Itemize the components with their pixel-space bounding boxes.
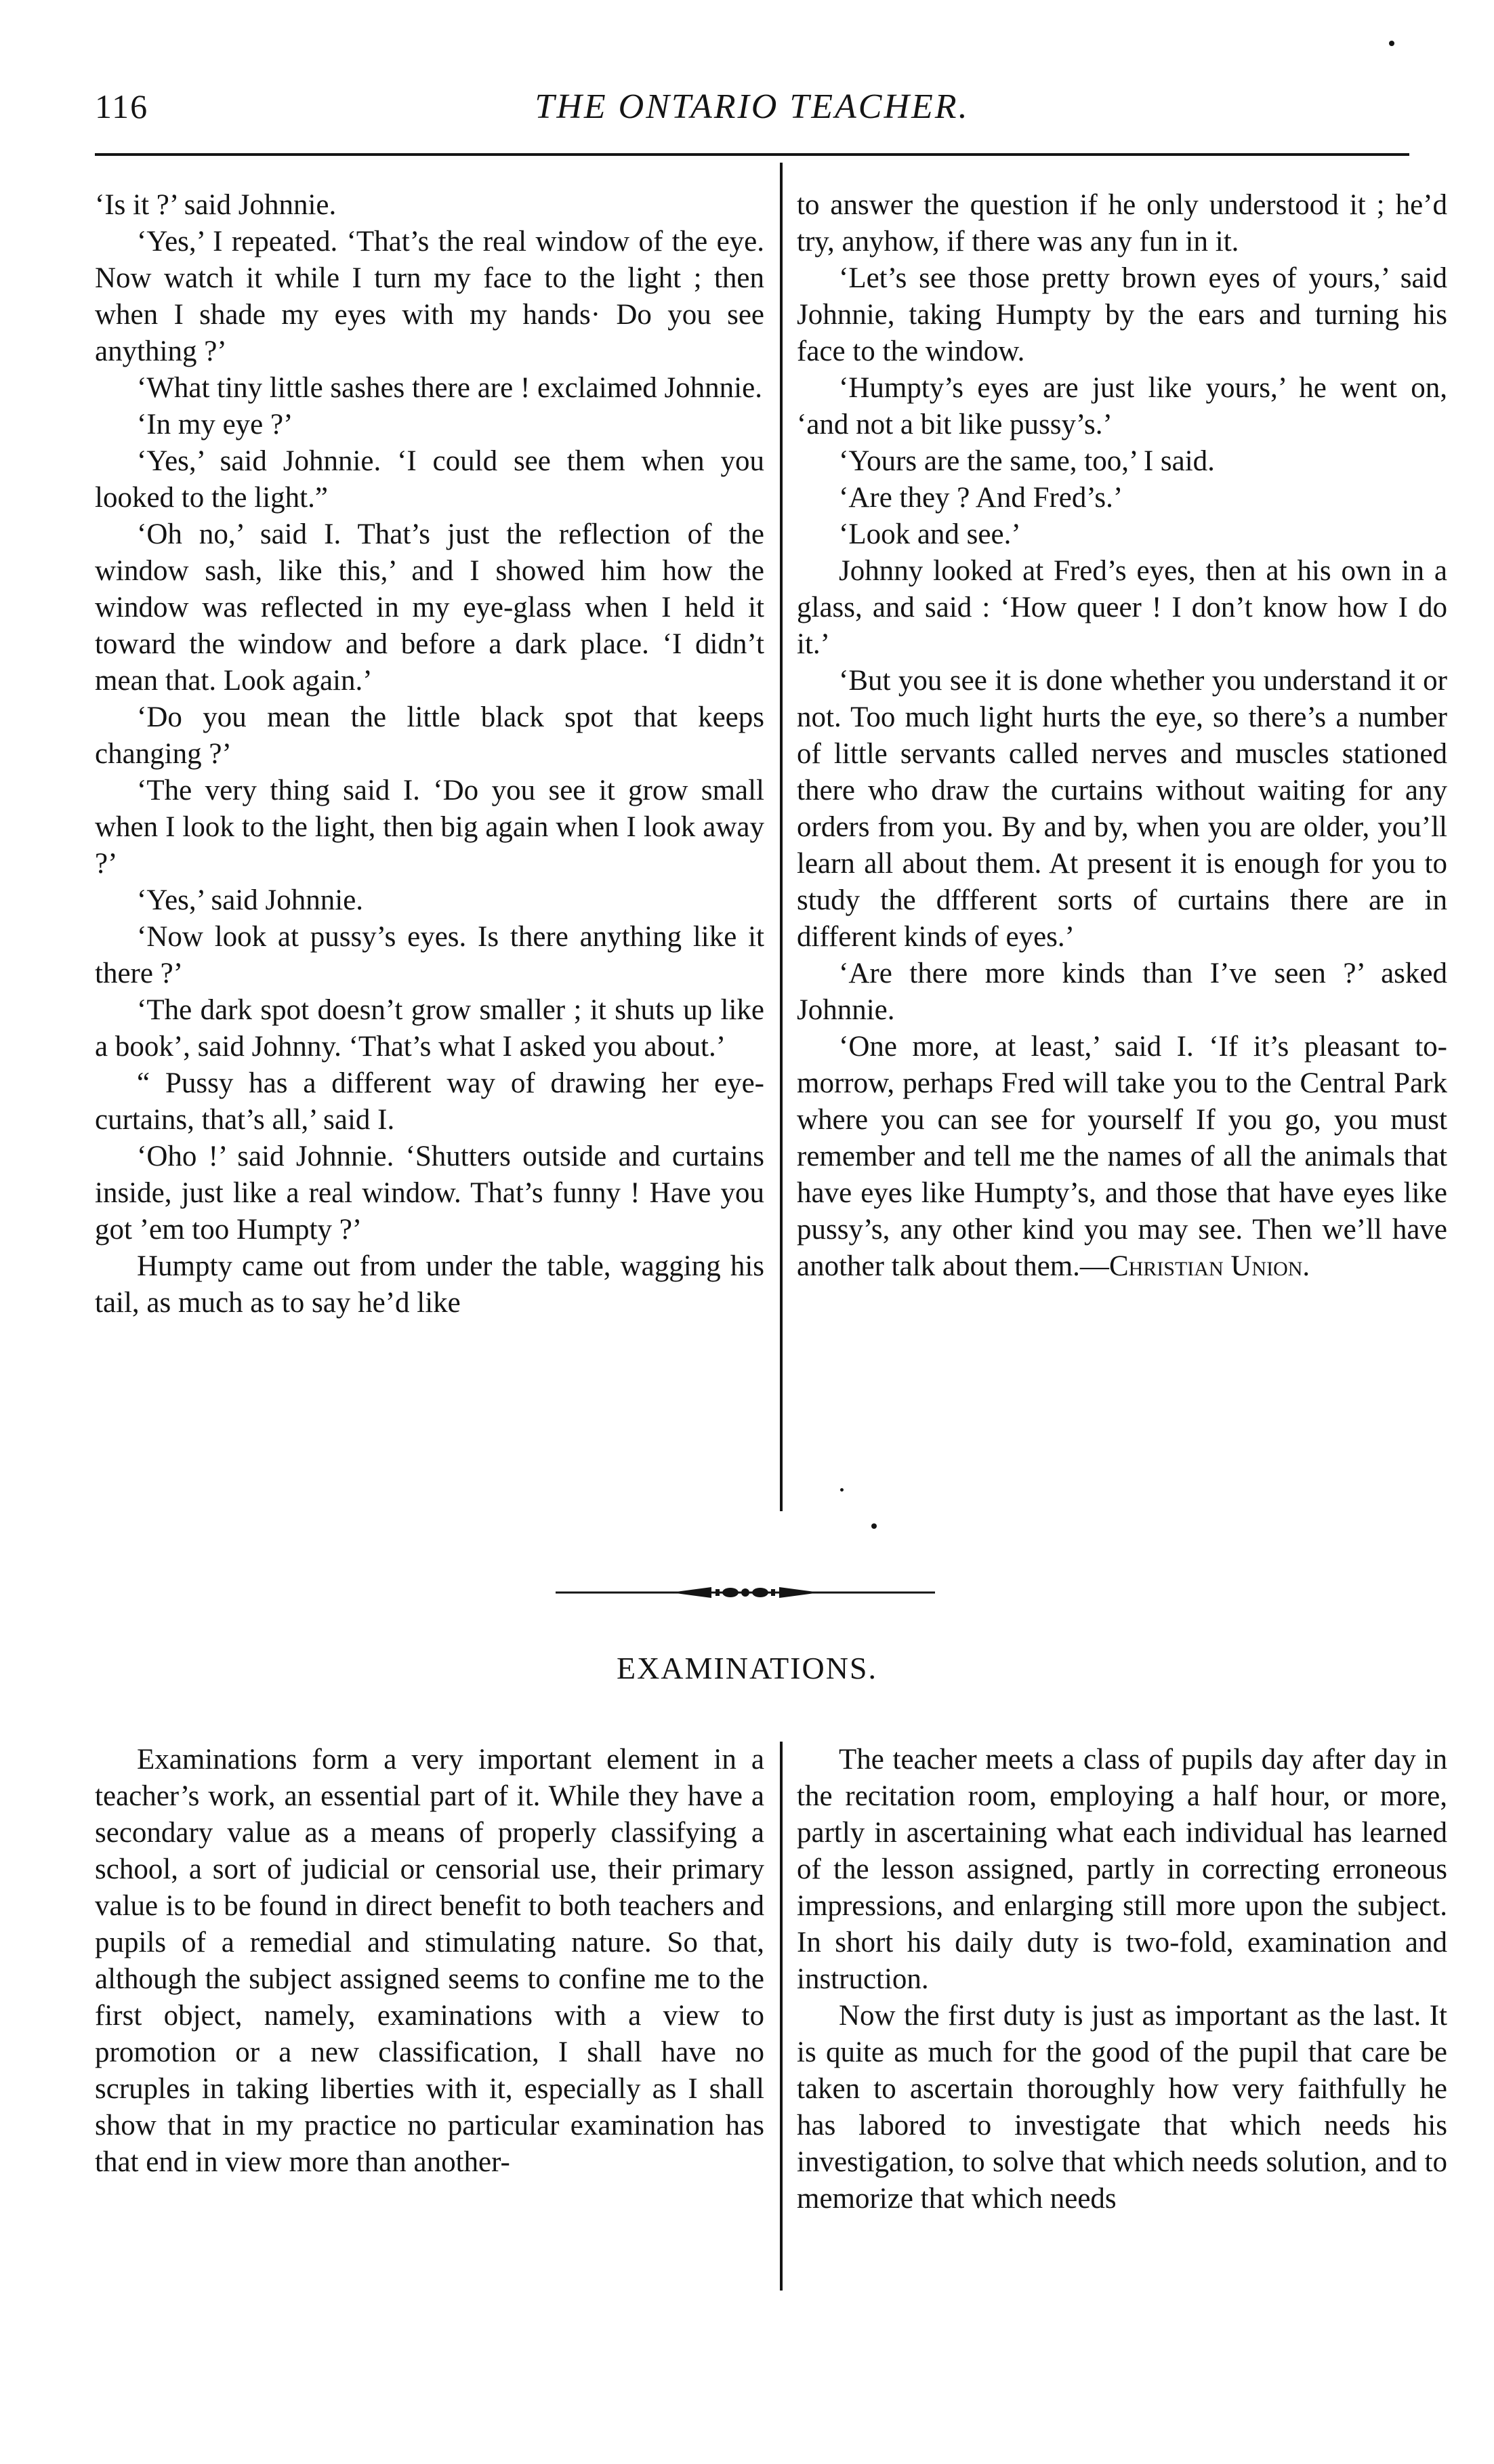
print-speck [1389,41,1394,46]
story-right-column [797,187,1447,1285]
paragraph: ‘Is it ?’ said Johnnie. [95,189,337,221]
paragraph: ‘Let’s see those pretty brown eyes of yours,’ said Johnnie, taking Humpty by the ears and turning his face to the window. [797,262,1447,367]
print-speck [840,1488,844,1492]
paragraph: ‘Look and see.’ [839,518,1021,550]
examinations-right-column [797,1742,1447,2217]
page-number: 116 [95,87,149,125]
paragraph: ‘But you see it is done whether you understand it or not. Too much light hurts the eye, so there’s a number of little servants called nerves and muscles stationed there who draw the curtains without waiting for any orders from you. By and by, when you are older, you’ll learn all about them. At present it is enough for you to study the dffferent sorts of curtains there are in different kinds of eyes.’ [797,665,1447,953]
paragraph [797,1029,1447,1285]
paragraph: ‘Yours are the same, too,’ I said. [839,445,1215,477]
column-divider-lower [780,1742,783,2291]
paragraph: ‘Yes,’ said Johnnie. ‘I could see them when you looked to the light.” [95,445,764,514]
paragraph: Now the first duty is just as important as the last. It is quite as much for the good of the pupil that care be taken to ascertain thoroughly how very faithfully he has labored to investigate that which needs his investigation, to solve that which needs solution, and to memorize that which needs [797,2000,1447,2215]
paragraph-text: ‘One more, at least,’ said I. ‘If it’s pleasant to-morrow, perhaps Fred will take you to the Central Park where you can see for yourself If you go, you must remember and tell me the names of all the animals that have eyes like Humpty’s, and those that have eyes like pussy’s, any other kind you may see. Then we’ll have another talk about them.— [797,1031,1447,1282]
section-title: EXAMINATIONS. [616,1651,878,1685]
paragraph: The teacher meets a class of pupils day after day in the recitation room, employing a half hour, or more, partly in ascertaining what each individual has learned of the lesson assigned, partly in correcting erroneous impressions, and enlarging still more upon the subject. In short his daily duty is two-fold, examination and instruction. [797,1744,1447,1995]
paragraph: ‘Humpty’s eyes are just like yours,’ he went on, ‘and not a bit like pussy’s.’ [797,372,1447,440]
paragraph: ‘Yes,’ I repeated. ‘That’s the real window of the eye. Now watch it while I turn my face to the light ; then when I shade my eyes with my hands· Do you see anything ?’ [95,226,764,367]
paragraph: ‘Oh no,’ said I. That’s just the reflection of the window sash, like this,’ and I showed him how the window was reflected in my eye-glass when I held it toward the window and before a dark place. ‘I didn’t mean that. Look again.’ [95,518,764,697]
print-speck [871,1523,877,1529]
story-left-column [95,187,764,1321]
examinations-left-column [95,1742,764,2181]
running-title: THE ONTARIO TEACHER. [535,87,970,126]
paragraph: ‘The dark spot doesn’t grow smaller ; it shuts up like a book’, said Johnny. ‘That’s what I asked you about.’ [95,994,764,1063]
paragraph: Examinations form a very important element in a teacher’s work, an essential part of it. While they have a secondary value as a means of properly classifying a school, a sort of judicial or censorial use, their primary value is to be found in direct benefit to both teachers and pupils of a remedial and stimulating nature. So that, although the subject assigned seems to confine me to the first object, namely, examinations with a view to promotion or a new classification, I shall have no scruples in taking liberties with it, especially as I shall show that in my practice no particular examination has that end in view more than another- [95,1744,764,2178]
paragraph: “ Pussy has a different way of drawing her eye-curtains, that’s all,’ said I. [95,1067,764,1136]
paragraph: ‘Yes,’ said Johnnie. [137,884,364,916]
paragraph: ‘Are they ? And Fred’s.’ [839,482,1123,514]
paragraph: ‘Are there more kinds than I’ve seen ?’ asked Johnnie. [797,958,1447,1026]
page-header [95,87,1409,141]
paragraph: ‘Oho !’ said Johnnie. ‘Shutters outside and curtains inside, just like a real window. That’s funny ! Have you got ’em too Humpty ?’ [95,1141,764,1246]
paragraph: ‘Do you mean the little black spot that keeps changing ?’ [95,701,764,770]
paragraph: ‘In my eye ?’ [137,409,293,440]
paragraph: ‘The very thing said I. ‘Do you see it grow small when I look to the light, then big again when I look away ?’ [95,775,764,880]
paragraph: Humpty came out from under the table, wagging his tail, as much as to say he’d like [95,1250,764,1319]
paragraph: Johnny looked at Fred’s eyes, then at his own in a glass, and said : ‘How queer ! I don’t know how I do it.’ [797,555,1447,660]
header-rule [95,153,1409,156]
paragraph: ‘Now look at pussy’s eyes. Is there anything like it there ?’ [95,921,764,989]
paragraph: to answer the question if he only understood it ; he’d try, anyhow, if there was any fun in it. [797,189,1447,258]
column-divider-upper [780,163,783,1511]
section-divider-ornament [556,1579,935,1606]
paragraph: ‘What tiny little sashes there are ! exclaimed Johnnie. [137,372,762,404]
source-credit: Christian Union. [1108,1250,1310,1282]
